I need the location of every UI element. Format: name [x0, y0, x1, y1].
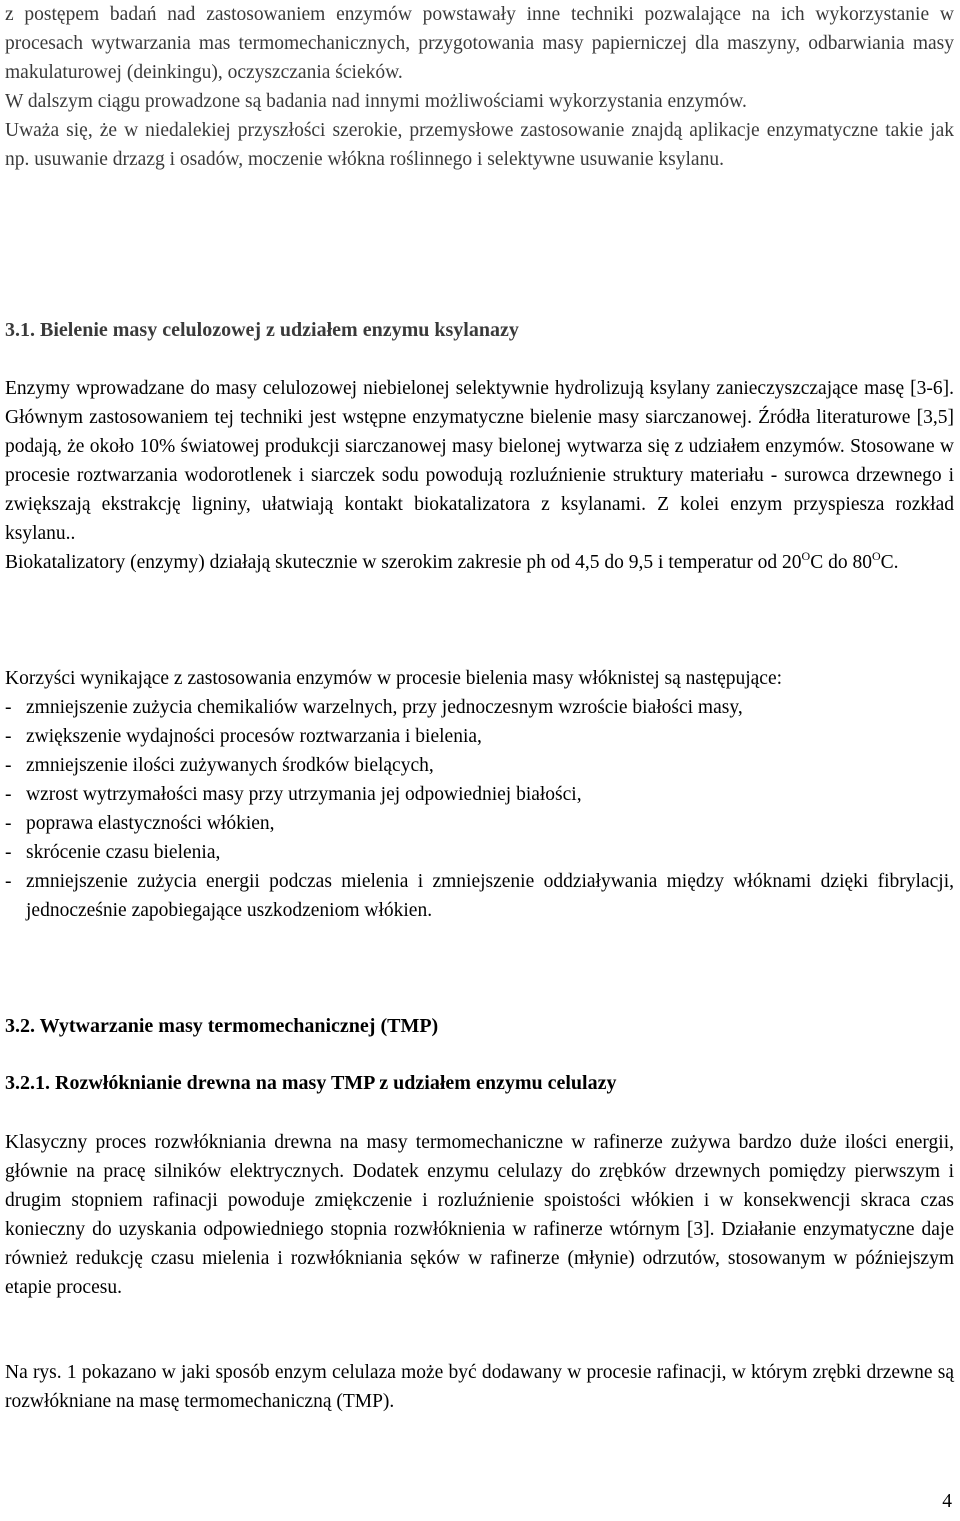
intro-section	[5, 0, 954, 174]
intro-paragraph-2: W dalszym ciągu prowadzone są badania nad innymi możliwościami wykorzystania enzymów.	[5, 91, 747, 112]
list-dash: -	[5, 871, 12, 892]
benefit-item	[5, 722, 954, 751]
benefit-item	[5, 809, 954, 838]
list-dash: -	[5, 842, 12, 863]
benefit-text: skrócenie czasu bielenia,	[26, 842, 221, 863]
intro-paragraph-1: z postępem badań nad zastosowaniem enzymów powstawały inne techniki pozwalające na ich wykorzystanie w procesach wytwarzania mas termomechanicznych, przygotowania masy papierniczej dla maszyny, odbarwiania masy makulaturowej (deinkingu), oczyszczania ścieków.	[5, 4, 954, 83]
benefits-list	[5, 693, 954, 925]
page-number: 4	[942, 1491, 952, 1512]
section-3-2-heading: 3.2. Wytwarzanie masy termomechanicznej (TMP)	[5, 1015, 439, 1037]
list-dash: -	[5, 726, 12, 747]
list-dash: -	[5, 755, 12, 776]
list-dash: -	[5, 813, 12, 834]
section-3-1-paragraph-1: Enzymy wprowadzane do masy celulozowej niebielonej selektywnie hydrolizują ksylany zanieczyszczające masę [3-6]. Głównym zastosowaniem tej techniki jest wstępne enzymatyczne bielenie masy siarczanowej. Źródła literaturowe [3,5] podają, że około 10% światowej produkcji siarczanowej masy bielonej wytwarza się z udziałem enzymów. Stosowane w procesie roztwarzania wodorotlenek i siarczek sodu powodują rozluźnienie struktury materiału - surowca drzewnego i zwiększają ekstrakcję ligniny, ułatwiają kontakt biokatalizatora z ksylanami. Z kolei enzym przyspiesza rozkład ksylanu..	[5, 378, 954, 544]
intro-paragraph-3: Uważa się, że w niedalekiej przyszłości szerokie, przemysłowe zastosowanie znajdą aplikacje enzymatyczne takie jak np. usuwanie drzazg i osadów, moczenie włókna roślinnego i selektywne usuwanie ksylanu.	[5, 120, 954, 170]
section-3-2-1-body	[5, 1128, 954, 1302]
benefit-item	[5, 693, 954, 722]
section-3-1-body	[5, 374, 954, 577]
degree-superscript-1: O	[801, 549, 811, 563]
section-3-2-1-figure-ref	[5, 1358, 954, 1416]
benefit-text: wzrost wytrzymałości masy przy utrzymania jej odpowiedniej białości,	[26, 784, 582, 805]
benefits-section	[5, 664, 954, 925]
section-3-2-1-heading: 3.2.1. Rozwłóknianie drewna na masy TMP z udziałem enzymu celulazy	[5, 1072, 617, 1094]
section-3-1-paragraph-2	[5, 548, 954, 577]
benefit-text: poprawa elastyczności włókien,	[26, 813, 275, 834]
section-3-2-1-paragraph-1: Klasyczny proces rozwłókniania drewna na masy termomechaniczne w rafinerze zużywa bardzo duże ilości energii, głównie na pracę silników elektrycznych. Dodatek enzymu celulazy do zrębków drzewnych pomiędzy pierwszym i drugim stopniem rafinacji powoduje zmiękczenie i rozluźnienie spoistości włókien i w konsekwencji skraca czas konieczny do uzyskania odpowiedniego stopnia rozwłóknienia w rafinerze wtórnym [3]. Działanie enzymatyczne daje również redukcję czasu mielenia i rozwłókniania sęków w rafinerze (młynie) odrzutów, stosowanym w późniejszym etapie procesu.	[5, 1132, 954, 1298]
degree-superscript-2: O	[871, 549, 881, 563]
benefit-text: zmniejszenie ilości zużywanych środków bielących,	[26, 755, 434, 776]
section-3-1-heading: 3.1. Bielenie masy celulozowej z udziałem enzymu ksylanazy	[5, 319, 519, 341]
benefit-item	[5, 780, 954, 809]
benefit-text: zwiększenie wydajności procesów roztwarzania i bielenia,	[26, 726, 482, 747]
benefit-item	[5, 838, 954, 867]
benefit-text: zmniejszenie zużycia energii podczas mielenia i zmniejszenie oddziaływania między włóknami dzięki fibrylacji, jednocześnie zapobiegające uszkodzeniom włókien.	[26, 871, 954, 921]
p2-mid: C do 80	[810, 552, 872, 573]
section-3-2-1	[5, 1069, 954, 1098]
benefit-item	[5, 867, 954, 925]
list-dash: -	[5, 784, 12, 805]
p2-start: Biokatalizatory (enzymy) działają skutecznie w szerokim zakresie ph od 4,5 do 9,5 i temperatur od 20	[5, 552, 802, 573]
benefit-item	[5, 751, 954, 780]
section-3-2	[5, 1012, 954, 1041]
benefits-intro: Korzyści wynikające z zastosowania enzymów w procesie bielenia masy włóknistej są następujące:	[5, 668, 783, 689]
benefit-text: zmniejszenie zużycia chemikaliów warzelnych, przy jednoczesnym wzroście białości masy,	[26, 697, 743, 718]
list-dash: -	[5, 697, 12, 718]
section-3-1	[5, 316, 954, 345]
p2-end: C.	[880, 552, 899, 573]
section-3-2-1-paragraph-2: Na rys. 1 pokazano w jaki sposób enzym celulaza może być dodawany w procesie rafinacji, w którym zrębki drzewne są rozwłókniane na masę termomechaniczną (TMP).	[5, 1362, 954, 1412]
